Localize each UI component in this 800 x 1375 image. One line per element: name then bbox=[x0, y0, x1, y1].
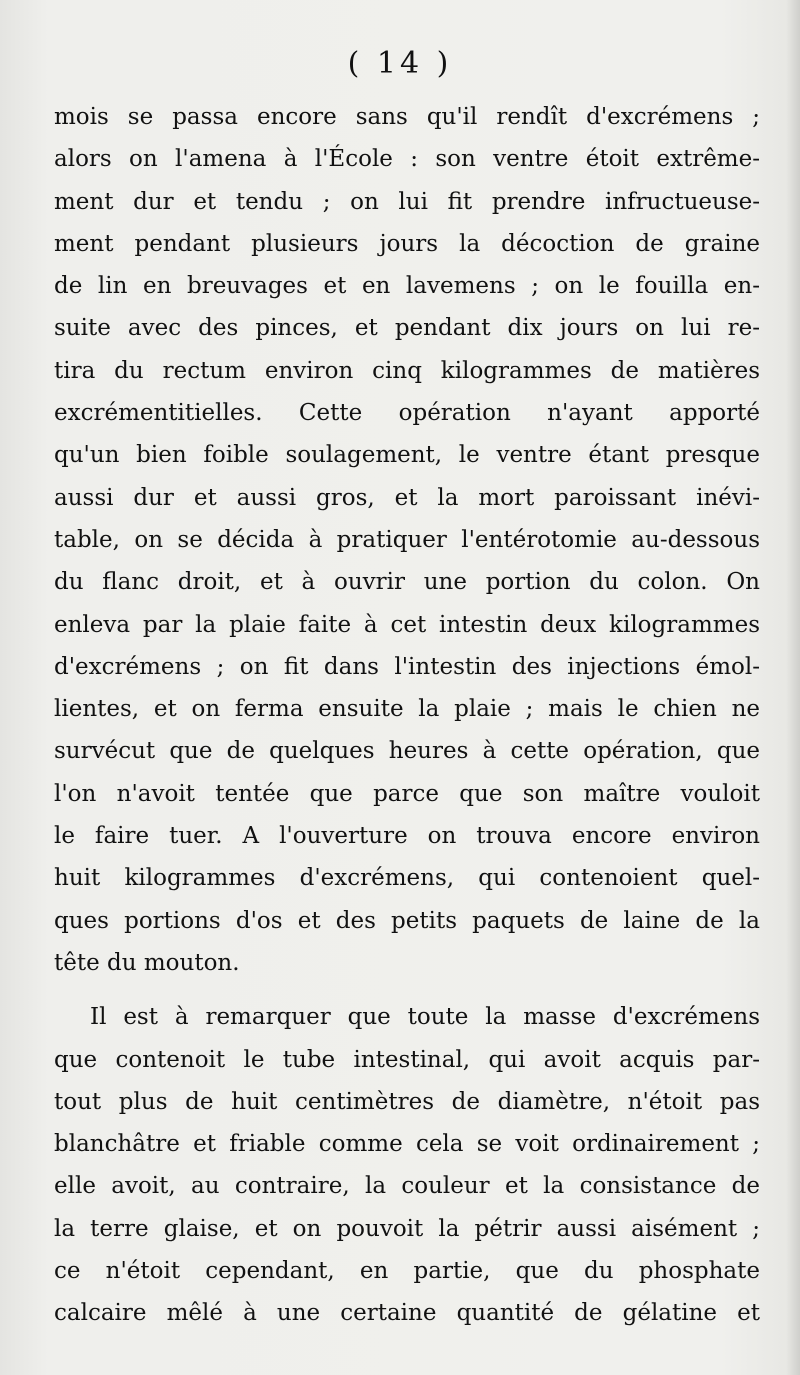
text-line: ment dur et tendu ; on lui fit prendre infructueuse- bbox=[54, 188, 760, 215]
text-line: ce n'étoit cependant, en partie, que du phosphate bbox=[54, 1258, 760, 1285]
text-line: que contenoit le tube intestinal, qui avoit acquis par- bbox=[54, 1046, 760, 1073]
text-line: calcaire mêlé à une certaine quantité de gélatine et bbox=[54, 1300, 760, 1327]
text-line: qu'un bien foible soulagement, le ventre étant presque bbox=[54, 442, 760, 469]
text-line: table, on se décida à pratiquer l'entérotomie au-dessous bbox=[54, 526, 760, 553]
text-line: tout plus de huit centimètres de diamètre, n'étoit pas bbox=[54, 1088, 760, 1115]
text-line: de lin en breuvages et en lavemens ; on le fouilla en- bbox=[54, 273, 760, 300]
text-line: excrémentitielles. Cette opération n'ayant apporté bbox=[54, 400, 760, 427]
text-line: le faire tuer. A l'ouverture on trouva encore environ bbox=[54, 823, 760, 850]
text-line: huit kilogrammes d'excrémens, qui contenoient quel- bbox=[54, 865, 760, 892]
text-line: lientes, et on ferma ensuite la plaie ; mais le chien ne bbox=[54, 696, 760, 723]
text-line: Il est à remarquer que toute la masse d'excrémens bbox=[90, 1004, 760, 1031]
text-line: mois se passa encore sans qu'il rendît d'excrémens ; bbox=[54, 104, 760, 130]
page-number: ( 14 ) bbox=[347, 46, 453, 81]
text-line: l'on n'avoit tentée que parce que son maître vouloit bbox=[54, 780, 760, 807]
text-line: ment pendant plusieurs jours la décoction de graine bbox=[54, 230, 760, 257]
text-line: la terre glaise, et on pouvoit la pétrir aussi aisément ; bbox=[54, 1215, 760, 1242]
text-line: enleva par la plaie faite à cet intestin deux kilogrammes bbox=[54, 611, 760, 638]
page-edge-shadow bbox=[786, 0, 800, 1375]
text-line: d'excrémens ; on fit dans l'intestin des injections émol- bbox=[54, 653, 760, 680]
text-line: tira du rectum environ cinq kilogrammes de matières bbox=[54, 357, 760, 384]
text-line: blanchâtre et friable comme cela se voit ordinairement ; bbox=[54, 1131, 760, 1158]
text-line: suite avec des pinces, et pendant dix jours on lui re- bbox=[54, 315, 760, 342]
text-line: du flanc droit, et à ouvrir une portion du colon. On bbox=[54, 569, 760, 596]
text-line: ques portions d'os et des petits paquets de laine de la bbox=[54, 907, 760, 934]
text-line: aussi dur et aussi gros, et la mort paroissant inévi- bbox=[54, 484, 760, 511]
text-line: elle avoit, au contraire, la couleur et la consistance de bbox=[54, 1173, 760, 1200]
text-line: survécut que de quelques heures à cette opération, que bbox=[54, 738, 760, 765]
text-line: tête du mouton. bbox=[54, 949, 240, 976]
text-line: alors on l'amena à l'École : son ventre étoit extrême- bbox=[54, 146, 760, 173]
body-text bbox=[54, 96, 760, 1335]
